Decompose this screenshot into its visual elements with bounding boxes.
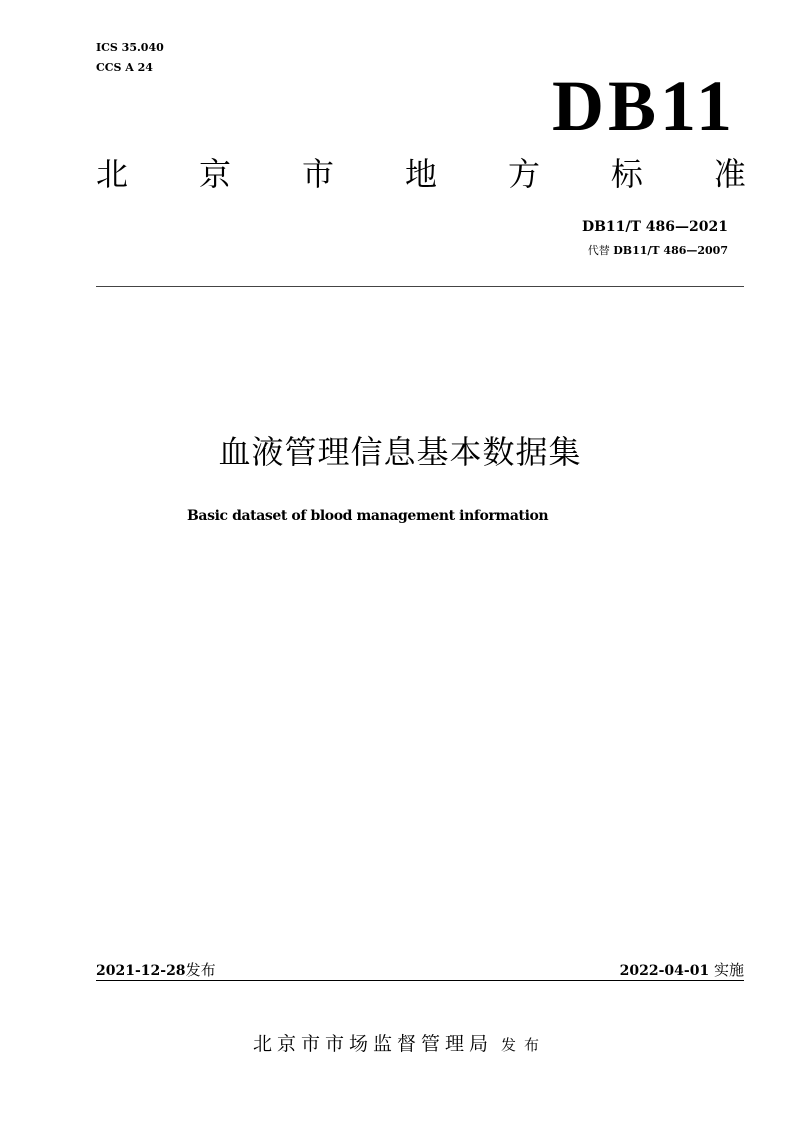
header-divider bbox=[96, 286, 744, 287]
implement-date-block bbox=[620, 960, 744, 981]
issue-label: 发布 bbox=[185, 961, 216, 979]
date-row bbox=[96, 960, 744, 980]
replaces-code: DB11/T 486—2007 bbox=[613, 244, 728, 257]
db11-logo: DB11 bbox=[551, 66, 736, 146]
standard-type-char: 市 bbox=[301, 155, 334, 193]
document-title-en: Basic dataset of blood management information bbox=[187, 508, 549, 524]
issue-date-block bbox=[96, 960, 216, 981]
standard-type-char: 地 bbox=[404, 155, 437, 193]
replaces-note bbox=[588, 244, 728, 258]
standard-type-heading bbox=[96, 154, 746, 194]
standard-type-char: 方 bbox=[507, 155, 540, 193]
standard-type-char: 标 bbox=[610, 155, 643, 193]
replaces-prefix: 代替 bbox=[587, 244, 610, 257]
publisher-line bbox=[0, 1030, 800, 1059]
ics-code: ICS 35.040 bbox=[96, 41, 164, 54]
standard-type-char: 京 bbox=[198, 155, 231, 193]
document-title-zh: 血液管理信息基本数据集 bbox=[218, 433, 582, 471]
publisher-org: 北京市市场监督管理局 bbox=[252, 1033, 493, 1055]
publisher-suffix: 发布 bbox=[501, 1036, 548, 1054]
standard-number: DB11/T 486—2021 bbox=[581, 219, 728, 235]
ccs-code: CCS A 24 bbox=[96, 61, 153, 74]
implement-label: 实施 bbox=[713, 961, 744, 979]
implement-date: 2022-04-01 bbox=[619, 963, 710, 979]
standard-type-char: 准 bbox=[713, 155, 746, 193]
footer-divider bbox=[96, 980, 744, 981]
issue-date: 2021-12-28 bbox=[96, 963, 186, 979]
standard-type-char: 北 bbox=[96, 155, 129, 193]
